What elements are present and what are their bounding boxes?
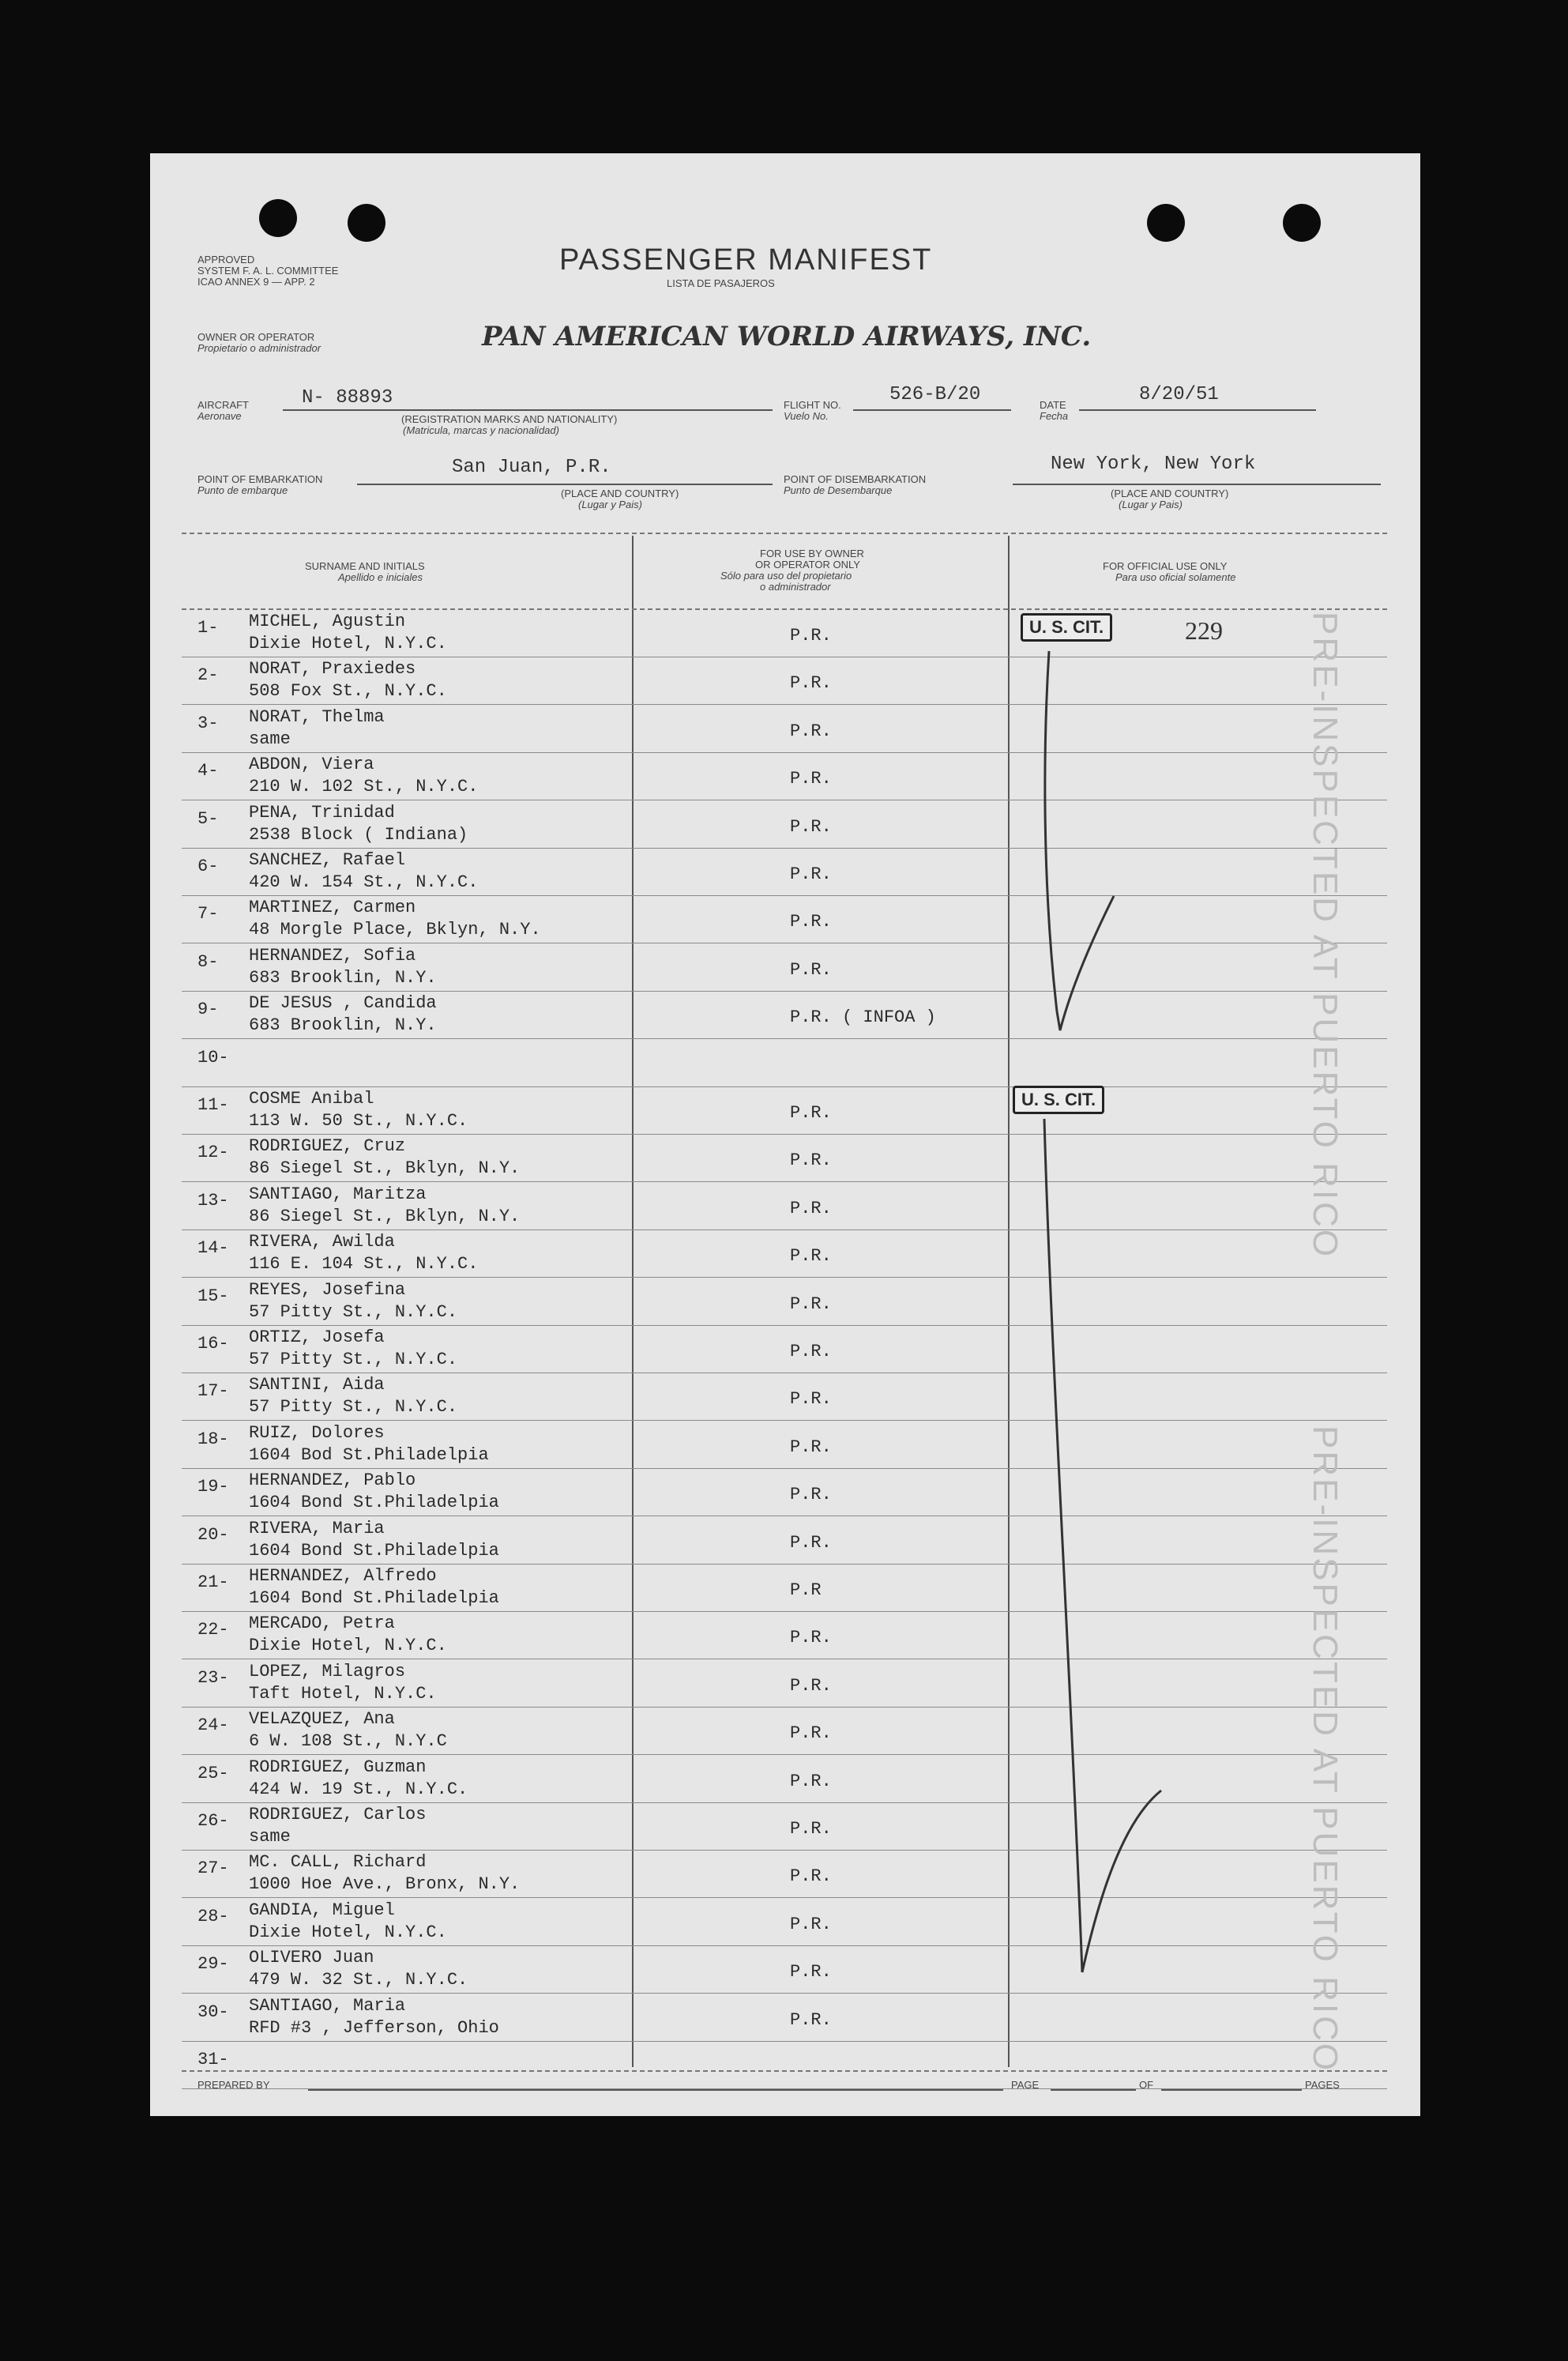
table-row: [197, 707, 1406, 755]
passenger-name: VELAZQUEZ, Ana: [249, 1709, 395, 1730]
row-number: 22-: [197, 1620, 229, 1640]
owner-note: P.R.: [790, 1914, 832, 1934]
passenger-name: SANCHEZ, Rafael: [249, 850, 406, 870]
passenger-address: 683 Brooklin, N.Y.: [249, 967, 437, 988]
embark-label: POINT OF EMBARKATION: [197, 473, 323, 485]
row-number: 15-: [197, 1286, 229, 1306]
table-row: [197, 2043, 1406, 2091]
owner-note: P.R.: [790, 1866, 832, 1887]
approval-line: APPROVED: [197, 254, 255, 265]
disembark-label-es: Punto de Desembarque: [784, 484, 893, 496]
passenger-name: RODRIGUEZ, Carlos: [249, 1805, 427, 1824]
owner-note: P.R.: [790, 1198, 832, 1218]
row-number: 2-: [197, 665, 219, 686]
table-row: [197, 1184, 1406, 1232]
punch-hole: [348, 204, 385, 242]
row-rule: [182, 1897, 1387, 1898]
passenger-address: 57 Pitty St., N.Y.C.: [249, 1397, 458, 1418]
passenger-name: LOPEZ, Milagros: [249, 1661, 406, 1681]
passenger-address: 48 Morgle Place, Bklyn, N.Y.: [249, 920, 541, 940]
page-line: [1051, 2089, 1136, 2091]
table-row: [197, 803, 1406, 850]
embark-value: San Juan, P.R.: [452, 457, 611, 478]
table-row: [197, 1089, 1406, 1136]
passenger-name: SANTIAGO, Maria: [249, 1995, 406, 2016]
passenger-address: same: [249, 1827, 291, 1847]
row-number: 31-: [197, 2050, 229, 2069]
column-header-official: FOR OFFICIAL USE ONLY: [1103, 560, 1228, 572]
owner-note: P.R.: [790, 1675, 832, 1696]
passenger-name: DE JESUS , Candida: [249, 993, 437, 1014]
table-row: [197, 659, 1406, 706]
column-header-surname-es: Apellido e iniciales: [338, 571, 423, 583]
passenger-address: 420 W. 154 St., N.Y.C.: [249, 872, 479, 892]
date-label-es: Fecha: [1040, 410, 1069, 422]
owner-note: P.R.: [790, 1389, 832, 1410]
approval-line: SYSTEM F. A. L. COMMITTEE: [197, 265, 339, 277]
disembark-place-caption: (PLACE AND COUNTRY): [1111, 488, 1229, 499]
row-number: 20-: [197, 1524, 229, 1545]
passenger-name: SANTIAGO, Maritza: [249, 1184, 427, 1204]
passenger-name: MERCADO, Petra: [249, 1614, 395, 1634]
table-row: [197, 755, 1406, 802]
row-number: 27-: [197, 1858, 229, 1879]
aircraft-value: N- 88893: [302, 387, 393, 409]
passenger-address: 1604 Bod St.Philadelpia: [249, 1444, 489, 1465]
passenger-name: REYES, Josefina: [249, 1279, 406, 1300]
disembark-place-caption-es: (Lugar y Pais): [1119, 499, 1183, 510]
row-number: 12-: [197, 1143, 229, 1163]
row-number: 3-: [197, 713, 219, 733]
disembark-label: POINT OF DISEMBARKATION: [784, 473, 927, 485]
row-number: 10-: [197, 1047, 229, 1068]
table-row: [197, 1852, 1406, 1900]
table-row: [197, 1996, 1406, 2043]
table-row: [197, 1280, 1406, 1327]
passenger-address: Dixie Hotel, N.Y.C.: [249, 634, 447, 653]
date-label: DATE: [1040, 399, 1066, 411]
owner-note: P.R.: [790, 673, 832, 694]
table-row: [197, 1948, 1406, 1995]
row-rule: [182, 991, 1387, 992]
row-rule: [182, 1229, 1387, 1230]
owner-note: P.R.: [790, 1723, 832, 1744]
passenger-address: 6 W. 108 St., N.Y.C: [249, 1731, 447, 1752]
passenger-address: 1604 Bond St.Philadelpia: [249, 1588, 499, 1608]
table-row: [197, 1900, 1406, 1948]
table-top-rule: [182, 533, 1387, 534]
owner-note: P.R.: [790, 1246, 832, 1267]
flight-label: FLIGHT NO.: [784, 399, 841, 411]
checkmark-group-2: [1027, 1111, 1169, 1996]
owner-note: P.R: [790, 1580, 822, 1600]
row-number: 11-: [197, 1095, 229, 1115]
table-row: [197, 1136, 1406, 1184]
embark-place-caption-es: (Lugar y Pais): [578, 499, 642, 510]
row-rule: [182, 895, 1387, 896]
row-number: 17-: [197, 1381, 229, 1402]
row-rule: [182, 1802, 1387, 1803]
owner-note: P.R.: [790, 2009, 832, 2030]
table-row: [197, 993, 1406, 1041]
row-number: 25-: [197, 1763, 229, 1783]
row-number: 21-: [197, 1572, 229, 1592]
row-rule: [182, 1945, 1387, 1946]
preinspected-stamp: PRE-INSPECTED AT PUERTO RICO: [1306, 612, 1344, 1260]
owner-note: P.R.: [790, 959, 832, 980]
date-value: 8/20/51: [1139, 384, 1219, 405]
embark-label-es: Punto de embarque: [197, 484, 288, 496]
table-row: [197, 1470, 1406, 1518]
passenger-address: 1604 Bond St.Philadelpia: [249, 1493, 499, 1513]
passenger-address: 479 W. 32 St., N.Y.C.: [249, 1970, 468, 1990]
passenger-name: COSME Anibal: [249, 1089, 374, 1109]
row-rule: [182, 1277, 1387, 1278]
passenger-name: NORAT, Thelma: [249, 706, 385, 727]
row-number: 13-: [197, 1190, 229, 1211]
page-label: PAGE: [1011, 2079, 1040, 2091]
embark-place-caption: (PLACE AND COUNTRY): [561, 488, 679, 499]
row-number: 29-: [197, 1954, 229, 1975]
row-number: 19-: [197, 1477, 229, 1497]
table-row: [197, 1757, 1406, 1805]
row-number: 16-: [197, 1334, 229, 1354]
aircraft-caption-es: (Matricula, marcas y nacionalidad): [403, 424, 559, 436]
owner-note: P.R.: [790, 1103, 832, 1123]
us-citizen-stamp: U. S. CIT.: [1021, 613, 1112, 642]
passenger-name: HERNANDEZ, Sofia: [249, 945, 416, 966]
passenger-address: 1604 Bond St.Philadelpia: [249, 1540, 499, 1561]
row-number: 1-: [197, 618, 219, 638]
passenger-address: Dixie Hotel, N.Y.C.: [249, 1922, 447, 1942]
row-rule: [182, 1564, 1387, 1565]
owner-note: P.R.: [790, 769, 832, 789]
row-rule: [182, 1468, 1387, 1469]
passenger-name: PENA, Trinidad: [249, 802, 395, 823]
passenger-name: ORTIZ, Josefa: [249, 1327, 385, 1347]
passenger-address: 116 E. 104 St., N.Y.C.: [249, 1254, 479, 1275]
passenger-address: Dixie Hotel, N.Y.C.: [249, 1636, 447, 1656]
owner-label: OWNER OR OPERATOR: [197, 331, 315, 343]
column-header-owner: FOR USE BY OWNER: [760, 548, 864, 559]
approval-line: ICAO ANNEX 9 — APP. 2: [197, 276, 315, 288]
row-number: 18-: [197, 1429, 229, 1449]
form-subtitle: LISTA DE PASAJEROS: [667, 277, 775, 289]
aircraft-label-es: Aeronave: [197, 410, 242, 422]
date-underline: [1079, 409, 1316, 411]
flight-underline: [853, 409, 1011, 411]
table-row: [197, 850, 1406, 898]
of-line: [1161, 2089, 1302, 2091]
row-rule: [182, 752, 1387, 753]
table-header-rule: [182, 608, 1387, 610]
owner-note: P.R.: [790, 864, 832, 884]
table-row: [197, 1232, 1406, 1279]
table-bottom-rule: [182, 2070, 1387, 2072]
row-rule: [182, 1086, 1387, 1087]
disembark-value: New York, New York: [1051, 454, 1256, 475]
pages-label: PAGES: [1305, 2079, 1340, 2091]
column-header-owner-es: o administrador: [760, 581, 831, 593]
owner-note: P.R.: [790, 1532, 832, 1553]
row-number: 7-: [197, 904, 219, 924]
row-rule: [182, 1181, 1387, 1182]
official-count: 229: [1185, 616, 1223, 645]
punch-hole: [1147, 204, 1185, 242]
table-row: [197, 1709, 1406, 1757]
passenger-address: 210 W. 102 St., N.Y.C.: [249, 777, 479, 797]
row-number: 4-: [197, 761, 219, 781]
passenger-address: 1000 Hoe Ave., Bronx, N.Y.: [249, 1874, 521, 1895]
passenger-name: RIVERA, Awilda: [249, 1232, 395, 1252]
table-row: [197, 1662, 1406, 1709]
punch-hole: [259, 199, 297, 237]
row-rule: [182, 704, 1387, 705]
table-row: [197, 946, 1406, 993]
us-citizen-stamp: U. S. CIT.: [1013, 1086, 1104, 1114]
passenger-address: 86 Siegel St., Bklyn, N.Y.: [249, 1158, 521, 1179]
owner-note: P.R.: [790, 1342, 832, 1361]
owner-note: P.R.: [790, 721, 832, 741]
row-rule: [182, 1754, 1387, 1755]
row-rule: [182, 1420, 1387, 1421]
preinspected-stamp: PRE-INSPECTED AT PUERTO RICO: [1306, 1425, 1344, 2073]
row-number: 6-: [197, 857, 219, 876]
passenger-name: MICHEL, Agustin: [249, 612, 406, 631]
owner-note: P.R.: [790, 1771, 832, 1791]
passenger-name: NORAT, Praxiedes: [249, 659, 416, 680]
manifest-sheet: [150, 153, 1420, 2116]
table-row: [197, 1805, 1406, 1852]
owner-note: P.R.: [790, 1437, 832, 1457]
owner-note: P.R.: [790, 626, 832, 646]
passenger-name: GANDIA, Miguel: [249, 1900, 395, 1920]
row-rule: [182, 1325, 1387, 1326]
passenger-address: 2538 Block ( Indiana): [249, 824, 468, 845]
passenger-address: 683 Brooklin, N.Y.: [249, 1015, 437, 1036]
row-rule: [182, 2041, 1387, 2042]
row-number: 26-: [197, 1811, 229, 1831]
row-number: 23-: [197, 1667, 229, 1688]
row-number: 14-: [197, 1238, 229, 1259]
column-header-official-es: Para uso oficial solamente: [1115, 571, 1236, 583]
passenger-address: 113 W. 50 St., N.Y.C.: [249, 1111, 468, 1131]
passenger-address: 57 Pitty St., N.Y.C.: [249, 1350, 458, 1369]
owner-note: P.R.: [790, 912, 832, 932]
prepared-by-line: [308, 2089, 1003, 2091]
passenger-name: OLIVERO Juan: [249, 1948, 374, 1968]
row-number: 28-: [197, 1906, 229, 1926]
owner-note: P.R.: [790, 1962, 832, 1983]
table-row: [197, 1375, 1406, 1422]
owner-note: P.R.: [790, 1150, 832, 1171]
passenger-name: SANTINI, Aida: [249, 1375, 385, 1395]
table-row: [197, 898, 1406, 945]
table-row: [197, 612, 1406, 659]
passenger-name: MC. CALL, Richard: [249, 1852, 427, 1873]
owner-note: P.R.: [790, 1485, 832, 1505]
row-number: 24-: [197, 1715, 229, 1736]
column-header-surname: SURNAME AND INITIALS: [305, 560, 425, 572]
owner-label-es: Propietario o administrador: [197, 342, 321, 354]
row-rule: [182, 1850, 1387, 1851]
passenger-name: ABDON, Viera: [249, 755, 374, 775]
passenger-address: same: [249, 729, 291, 749]
owner-value: PAN AMERICAN WORLD AIRWAYS, INC.: [482, 321, 1092, 352]
checkmark-group-1: [1027, 635, 1137, 1062]
owner-note: P.R. ( INFOA ): [790, 1007, 936, 1028]
passenger-name: RUIZ, Dolores: [249, 1422, 385, 1443]
passenger-address: 424 W. 19 St., N.Y.C.: [249, 1779, 468, 1799]
passenger-name: HERNANDEZ, Alfredo: [249, 1566, 437, 1586]
row-rule: [182, 1611, 1387, 1612]
flight-value: 526-B/20: [889, 384, 981, 405]
embark-underline: [357, 484, 773, 485]
owner-note: P.R.: [790, 1819, 832, 1839]
aircraft-label: AIRCRAFT: [197, 399, 249, 411]
row-number: 30-: [197, 2001, 229, 2022]
form-title: PASSENGER MANIFEST: [559, 243, 933, 277]
passenger-address: Taft Hotel, N.Y.C.: [249, 1683, 437, 1704]
passenger-address: RFD #3 , Jefferson, Ohio: [249, 2017, 499, 2038]
row-number: 8-: [197, 951, 219, 972]
table-row: [197, 1041, 1406, 1089]
flight-label-es: Vuelo No.: [784, 410, 829, 422]
disembark-underline: [1013, 484, 1381, 485]
table-row: [197, 1519, 1406, 1566]
table-row: [197, 1614, 1406, 1661]
owner-note: P.R.: [790, 816, 832, 837]
aircraft-underline: [283, 409, 773, 411]
owner-note: P.R.: [790, 1293, 832, 1314]
prepared-by-label: PREPARED BY: [197, 2079, 270, 2091]
passenger-name: HERNANDEZ, Pablo: [249, 1470, 416, 1491]
column-header-owner-es: Sólo para uso del propietario: [720, 570, 852, 582]
of-label: OF: [1139, 2079, 1154, 2091]
row-rule: [182, 1038, 1387, 1039]
passenger-address: 86 Siegel St., Bklyn, N.Y.: [249, 1206, 521, 1226]
table-row: [197, 1423, 1406, 1470]
row-rule: [182, 848, 1387, 849]
passenger-name: RIVERA, Maria: [249, 1518, 385, 1538]
punch-hole: [1283, 204, 1321, 242]
column-header-owner: OR OPERATOR ONLY: [755, 559, 860, 570]
row-number: 9-: [197, 1000, 219, 1020]
passenger-address: 57 Pitty St., N.Y.C.: [249, 1301, 458, 1322]
passenger-address: 508 Fox St., N.Y.C.: [249, 681, 447, 702]
row-rule: [182, 1134, 1387, 1135]
owner-note: P.R.: [790, 1628, 832, 1648]
aircraft-caption: (REGISTRATION MARKS AND NATIONALITY): [401, 413, 618, 425]
passenger-name: RODRIGUEZ, Cruz: [249, 1136, 406, 1157]
row-number: 5-: [197, 808, 219, 829]
passenger-name: RODRIGUEZ, Guzman: [249, 1757, 427, 1777]
passenger-name: MARTINEZ, Carmen: [249, 898, 416, 918]
row-rule: [182, 1707, 1387, 1708]
row-rule: [182, 1993, 1387, 1994]
table-row: [197, 1566, 1406, 1614]
table-row: [197, 1327, 1406, 1375]
